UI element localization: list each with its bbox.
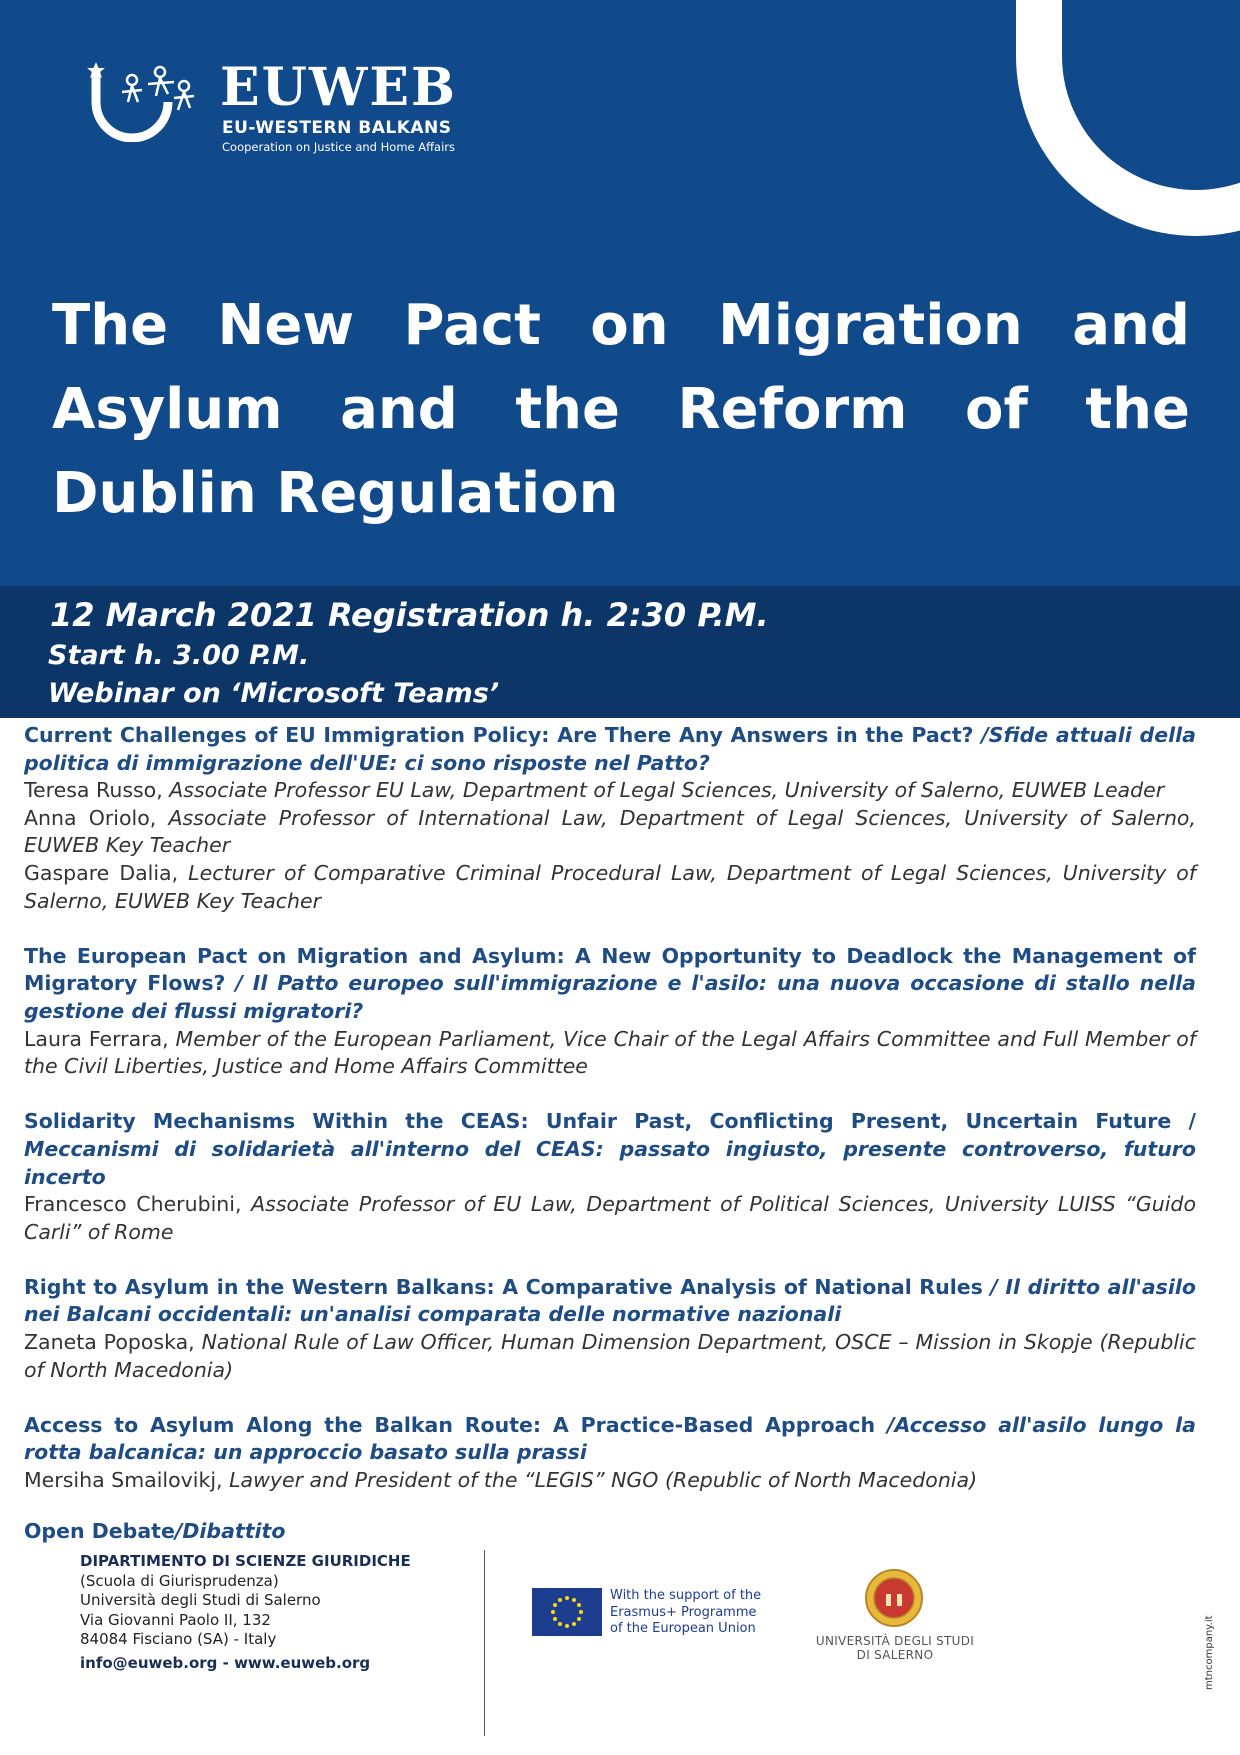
- session-title: [24, 943, 1196, 1026]
- debate-it: /Dibattito: [174, 1519, 286, 1544]
- session-1: [24, 722, 1196, 915]
- logo-tagline: Cooperation on Justice and Home Affairs: [222, 140, 456, 154]
- event-start: Start h. 3.00 P.M.: [48, 640, 310, 671]
- speaker-role: Associate Professor EU Law, Department of Legal Sciences, University of Salerno, EUWEB Leader: [169, 778, 1165, 803]
- speaker: [24, 777, 1196, 805]
- session-title: [24, 1412, 1196, 1467]
- event-date: 12 March 2021 Registration h. 2:30 P.M.: [50, 596, 769, 634]
- eu-flag-icon: [532, 1588, 602, 1636]
- speaker-name: Francesco Cherubini,: [24, 1192, 252, 1217]
- eu-support-line: Erasmus+ Programme: [610, 1604, 757, 1620]
- speaker-name: Teresa Russo,: [24, 778, 170, 803]
- session-title-it: Meccanismi di solidarietà all'interno del CEAS: passato ingiusto, presente controverso, futuro incerto: [24, 1136, 1196, 1189]
- footer-divider: [484, 1550, 485, 1736]
- speaker-role: Member of the European Parliament, Vice Chair of the Legal Affairs Committee and Full Member of the Civil Liberties, Justice and Home Affairs Committee: [24, 1026, 1196, 1079]
- open-debate: [24, 1518, 1196, 1546]
- speaker: [24, 1329, 1196, 1384]
- speaker-name: Zaneta Poposka,: [24, 1330, 202, 1355]
- speaker-name: Laura Ferrara,: [24, 1026, 176, 1051]
- university-logo-text: [810, 1634, 980, 1662]
- session-2: [24, 943, 1196, 1081]
- session-4: [24, 1274, 1196, 1384]
- speaker-role: Lawyer and President of the “LEGIS” NGO (Republic of North Macedonia): [229, 1468, 978, 1493]
- speaker: [24, 1026, 1196, 1081]
- city-address: 84084 Fisciano (SA) - Italy: [80, 1630, 277, 1648]
- speaker-role: Lecturer of Comparative Criminal Procedural Law, Department of Legal Sciences, University of Salerno, EUWEB Key Teacher: [24, 860, 1196, 913]
- street-address: Via Giovanni Paolo II, 132: [80, 1610, 271, 1629]
- speaker-role: Associate Professor of EU Law, Department of Political Sciences, University LUISS “Guido Carli” of Rome: [24, 1192, 1196, 1244]
- session-title-it: / Il Patto europeo sull'immigrazione e l'asilo: una nuova occasione di stallo nella gestione dei flussi migratori?: [24, 971, 1196, 1023]
- speaker-role: Associate Professor of International Law, Department of Legal Sciences, University of Salerno, EUWEB Key Teacher: [24, 805, 1196, 858]
- speaker: [24, 1191, 1196, 1246]
- logo-wordmark: EUWEB: [220, 57, 457, 118]
- speaker: [24, 860, 1196, 915]
- designer-credit: mtncompany.it: [1204, 1615, 1215, 1690]
- session-3: [24, 1108, 1196, 1246]
- contact-links[interactable]: info@euweb.org - www.euweb.org: [80, 1653, 371, 1672]
- program-list: [24, 722, 1196, 1546]
- logo-subtitle: EU-WESTERN BALKANS: [222, 118, 452, 138]
- eu-stars-icon: [532, 1588, 602, 1636]
- event-title: The New Pact on Migration and Asylum and the Reform of the Dublin Regulation: [52, 293, 1190, 526]
- session-title-it: /Sfide attuali della politica di immigrazione dell'UE: ci sono risposte nel Patto?: [24, 723, 1196, 775]
- session-title: [24, 1108, 1196, 1191]
- euweb-emblem-icon: [86, 62, 216, 142]
- session-title-it: / Il diritto all'asilo nei Balcani occidentali: un'analisi comparata delle normative nazionali: [24, 1274, 1196, 1327]
- department-name: DIPARTIMENTO DI SCIENZE GIURIDICHE: [80, 1552, 411, 1570]
- speaker-name: Mersiha Smailovikj,: [24, 1468, 230, 1493]
- session-title-en: Solidarity Mechanisms Within the CEAS: Unfair Past, Conflicting Present, Uncertain Future /: [24, 1109, 1196, 1134]
- decorative-u-shape: [1016, 0, 1240, 236]
- school-name: (Scuola di Giurisprudenza): [80, 1571, 279, 1590]
- speaker-name: Gaspare Dalia,: [24, 860, 189, 885]
- department-address: [80, 1552, 411, 1673]
- event-platform: Webinar on ‘Microsoft Teams’: [48, 678, 500, 709]
- eu-support-line: With the support of the: [610, 1588, 762, 1603]
- erasmus-support-text: [610, 1588, 761, 1638]
- session-title: [24, 1274, 1196, 1329]
- session-title-en: Access to Asylum Along the Balkan Route: A Practice-Based Approach: [24, 1412, 876, 1437]
- unisa-line: UNIVERSITÀ DEGLI STUDI: [815, 1634, 975, 1648]
- debate-en: Open Debate: [24, 1519, 175, 1544]
- euweb-logo: [86, 58, 506, 158]
- eu-support-line: of the European Union: [610, 1621, 756, 1636]
- university-name: Università degli Studi di Salerno: [80, 1591, 321, 1609]
- speaker-name: Anna Oriolo,: [24, 805, 169, 830]
- session-title-en: The European Pact on Migration and Asylum: A New Opportunity to Deadlock the Management of Migratory Flows?: [24, 943, 1196, 996]
- event-info-band: [0, 586, 1240, 718]
- speaker: [24, 1467, 1196, 1495]
- session-5: [24, 1412, 1196, 1495]
- session-title-en: Current Challenges of EU Immigration Policy: Are There Any Answers in the Pact?: [24, 723, 974, 747]
- session-title: [24, 722, 1196, 777]
- session-title-en: Right to Asylum in the Western Balkans: A Comparative Analysis of National Rules: [24, 1274, 983, 1299]
- header-banner: [0, 0, 1240, 586]
- unisa-line: DI SALERNO: [856, 1648, 934, 1662]
- speaker: [24, 805, 1196, 860]
- university-seal-icon: [864, 1568, 924, 1628]
- session-title-it: /Accesso all'asilo lungo la rotta balcanica: un approccio basato sulla prassi: [24, 1412, 1196, 1465]
- speaker-role: National Rule of Law Officer, Human Dimension Department, OSCE – Mission in Skopje (Republic of North Macedonia): [24, 1330, 1197, 1382]
